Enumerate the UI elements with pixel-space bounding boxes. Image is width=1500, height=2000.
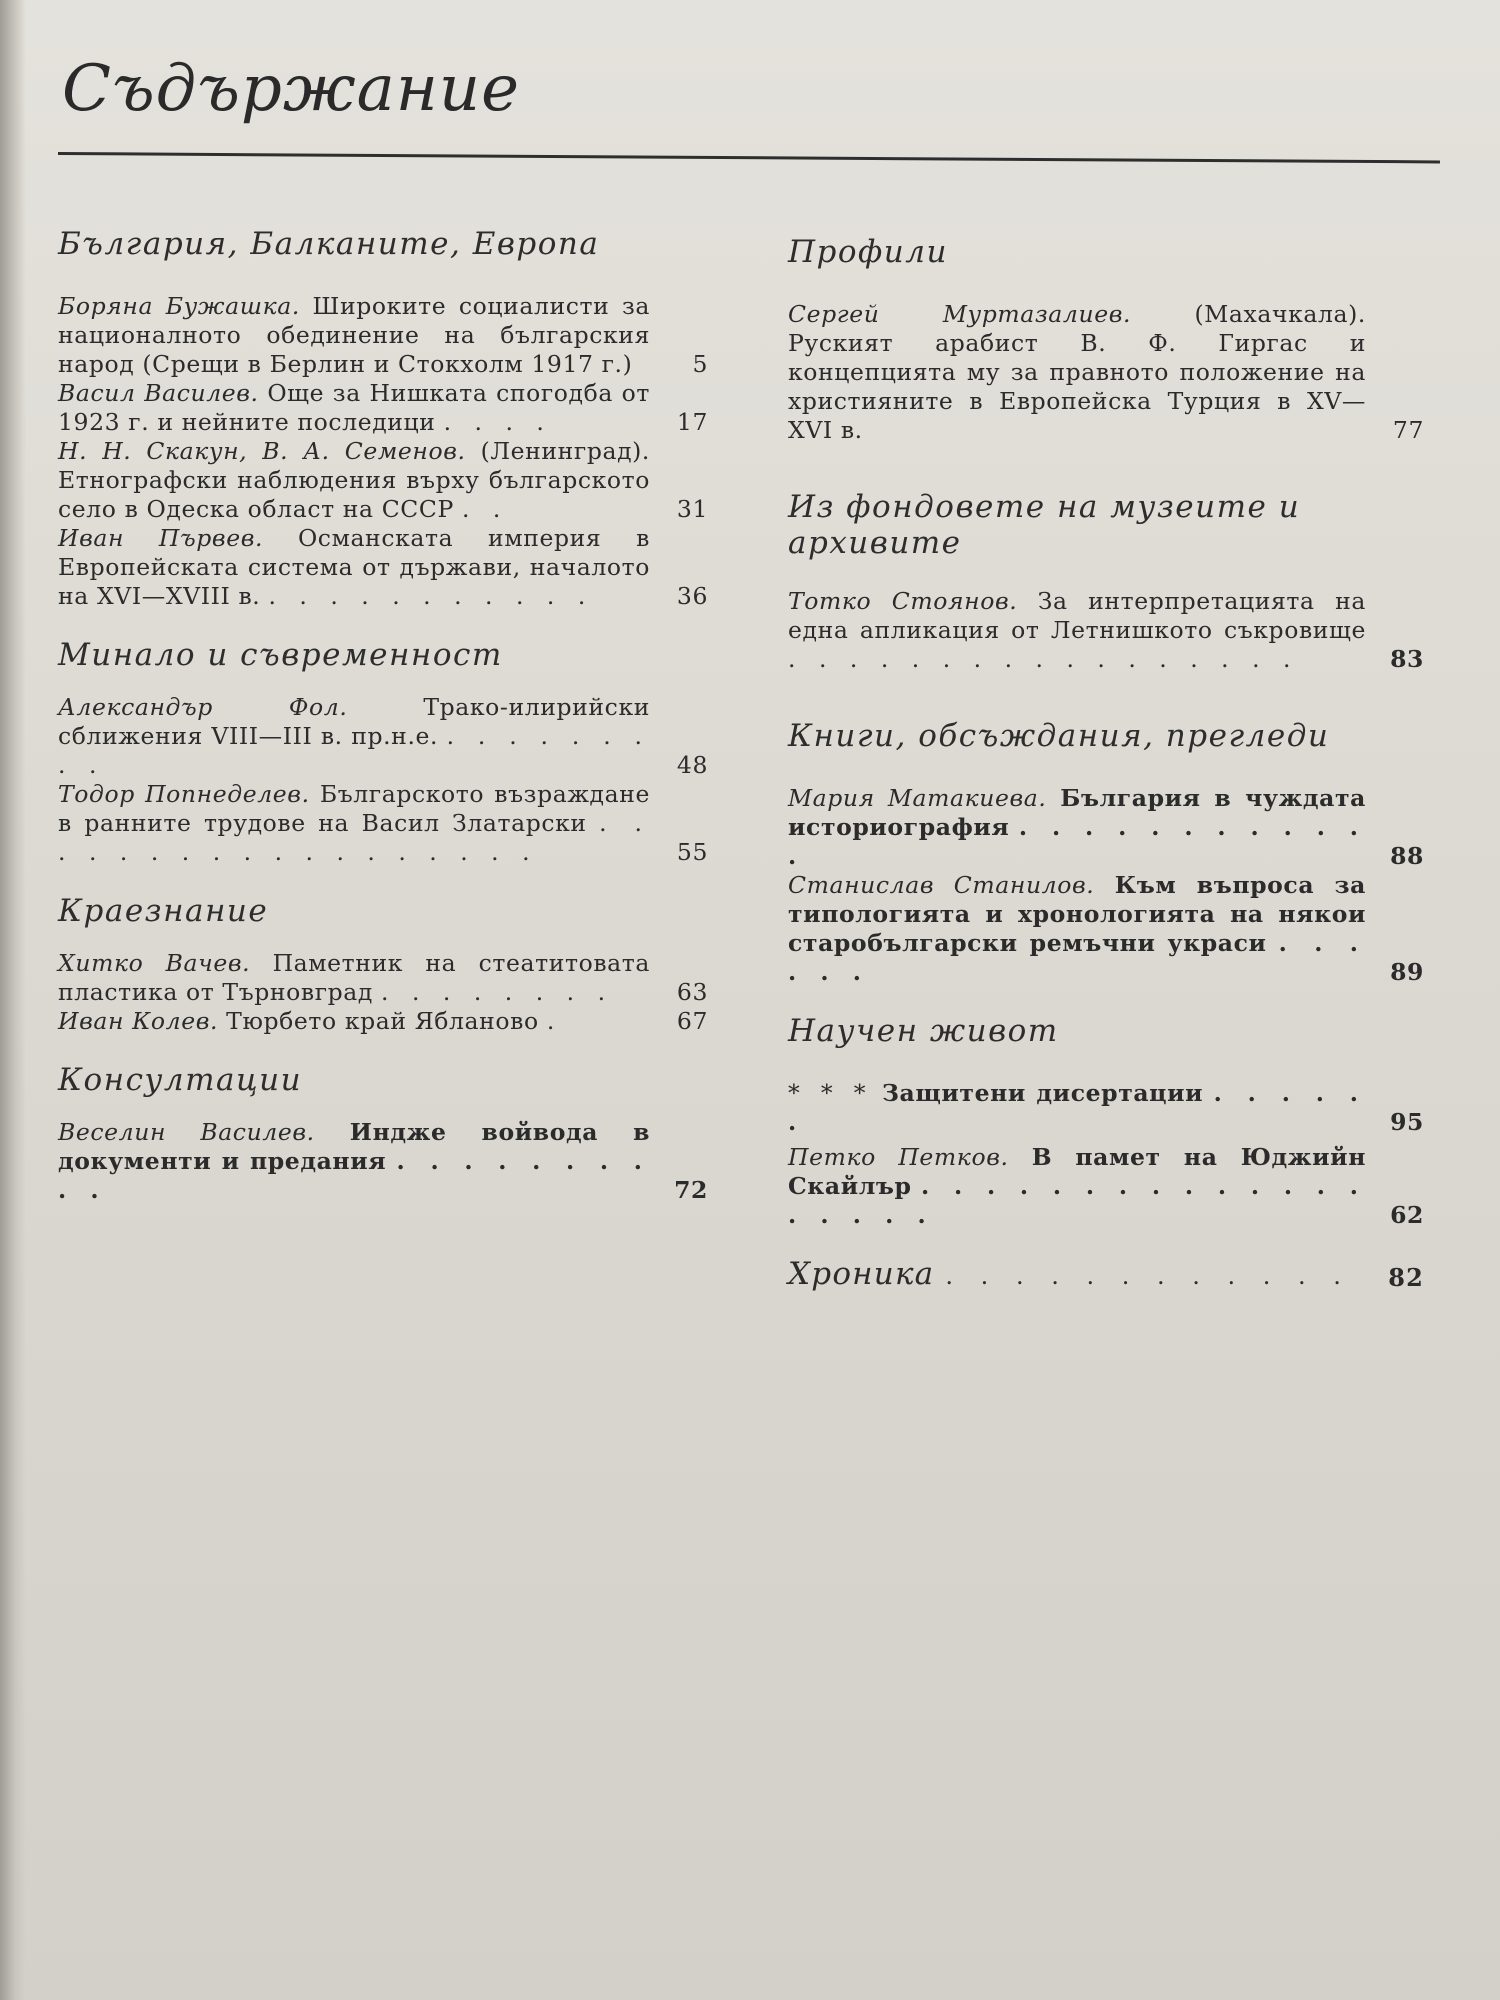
entry-author: Иван Първев. [58,524,264,552]
entry-page-number: 62 [1390,1201,1424,1229]
toc-entry[interactable] [788,784,1424,871]
toc-entry[interactable] [788,871,1424,987]
entry-author: Тодор Попнеделев. [58,780,310,808]
leader-dots: . . . . . . . . . [58,722,650,779]
leader-dots: . . . . . . . . . . . . [788,813,1366,870]
toc-entry[interactable] [58,780,708,867]
section-heading: България, Балканите, Европа [58,226,600,262]
leader-dots: . . . . . . . . . . . . . . . . . . [58,809,650,866]
entry-page-number: 36 [676,582,708,610]
entry-author: Сергей Муртазалиев. [788,300,1132,328]
entry-author: Хитко Вачев. [58,949,251,977]
section-heading: Научен живот [788,1013,1059,1049]
entry-page-number: 63 [676,978,708,1006]
section-heading: Консултации [58,1062,303,1098]
leader-dots: . . . . . . . . . . . . . . . . . . . [788,1172,1366,1229]
entry-title: (Махачкала). Руският арабист В. Ф. Гиргас и концепцията му за правното положение на християните в Европейска Турция в XV—XVI в. [788,300,1366,444]
entry-author: Веселин Василев. [58,1118,315,1146]
section-heading: Краезнание [58,893,269,929]
entry-title: България в чуждата историография [788,784,1366,841]
leader-dots: . . . . . . [788,1079,1366,1136]
entry-page-number: 31 [676,495,708,523]
entry-title: (Ленинград). Етнографски наблюдения върху българското село в Одеска област на СССР [58,437,651,523]
leader-dots: . . . . . . . . . . . . . . . . . [788,645,1299,673]
entry-page-number: 67 [676,1007,708,1035]
leader-dots: . . . . . . . . . . [58,1147,650,1204]
entry-title: Защитени дисертации [881,1079,1204,1107]
entry-page-number: 77 [1392,416,1424,444]
entry-title: Към въпроса за типологията и хронологията на някои старобългарски ремъчни украси [788,871,1366,957]
leader-dots: . [546,1007,563,1035]
entry-author: Васил Василев. [58,379,259,407]
chronicle-page-number: 82 [1388,1263,1424,1292]
chronicle-label: Хроника [788,1256,935,1292]
entry-page-number: 95 [1390,1108,1424,1136]
entry-page-number: 88 [1390,842,1424,870]
title-rule [58,152,1440,163]
entry-title: Широките социалисти за националното обединение на българския народ (Срещи в Берлин и Стокхолм 1917 г.) [58,292,650,378]
section-heading: Минало и съвременност [58,637,503,673]
toc-entry[interactable] [788,1143,1424,1230]
entry-author: Мария Матакиева. [788,784,1047,812]
entry-author: Н. Н. Скакун, В. А. Семенов. [58,437,466,465]
leader-dots: . . . . . . . . [381,978,614,1006]
entry-author: * * * [788,1079,872,1107]
section-heading: Из фондовете на музеите и архивите [788,489,1301,561]
entry-page-number: 48 [676,751,708,779]
toc-entry[interactable] [58,379,708,437]
entry-title: Трако-илирийски сближения VIII—III в. пр.н.е. [58,693,650,750]
chronicle-entry[interactable] [788,1256,1424,1292]
leader-dots: . . . . [443,408,552,436]
toc-entry[interactable] [788,300,1424,445]
page-title: Съдържание [62,52,520,126]
entry-title: Тюрбето край Ябланово [226,1007,539,1035]
left-column [58,226,708,1205]
entry-page-number: 55 [676,838,708,866]
entry-page-number: 89 [1390,958,1424,986]
entry-title: За интерпретацията на една апликация от Летнишкото съкровище [788,587,1366,644]
toc-entry[interactable] [58,949,708,1007]
entry-title: Османската империя в Европейската система от държави, началото на XVI—XVIII в. [58,524,650,610]
leader-dots: . . . . . . [788,929,1366,986]
leader-dots: . . [461,495,509,523]
entry-author: Тотко Стоянов. [788,587,1018,615]
toc-entry[interactable] [58,437,708,524]
entry-author: Александър Фол. [58,693,348,721]
entry-title: Паметник на стеатитовата пластика от Търновград [58,949,650,1006]
entry-page-number: 72 [674,1176,708,1204]
toc-entry[interactable] [58,1007,708,1036]
toc-entry[interactable] [788,587,1424,674]
toc-entry[interactable] [788,1079,1424,1137]
toc-entry[interactable] [58,292,708,379]
toc-entry[interactable] [58,693,708,780]
entry-page-number: 17 [676,408,708,436]
toc-entry[interactable] [58,524,708,611]
toc-entry[interactable] [58,1118,708,1205]
entry-title: Още за Нишката спогодба от 1923 г. и нейните последици [58,379,650,436]
entry-author: Станислав Станилов. [788,871,1095,899]
leader-dots: . . . . . . . . . . . . [945,1262,1351,1290]
entry-page-number: 83 [1390,645,1424,673]
entry-title: В памет на Юджийн Скайлър [788,1143,1366,1200]
entry-title: Българското възраждане в ранните трудове на Васил Златарски [58,780,650,837]
section-heading: Книги, обсъждания, прегледи [788,718,1330,754]
leader-dots: . . . . . . . . . . . [268,582,594,610]
entry-page-number: 5 [692,350,708,378]
entry-author: Иван Колев. [58,1007,219,1035]
entry-author: Петко Петков. [788,1143,1009,1171]
section-heading: Профили [788,234,948,270]
right-column [788,234,1424,1292]
entry-author: Боряна Бужашка. [58,292,300,320]
entry-title: Индже войвода в документи и предания [58,1118,650,1175]
